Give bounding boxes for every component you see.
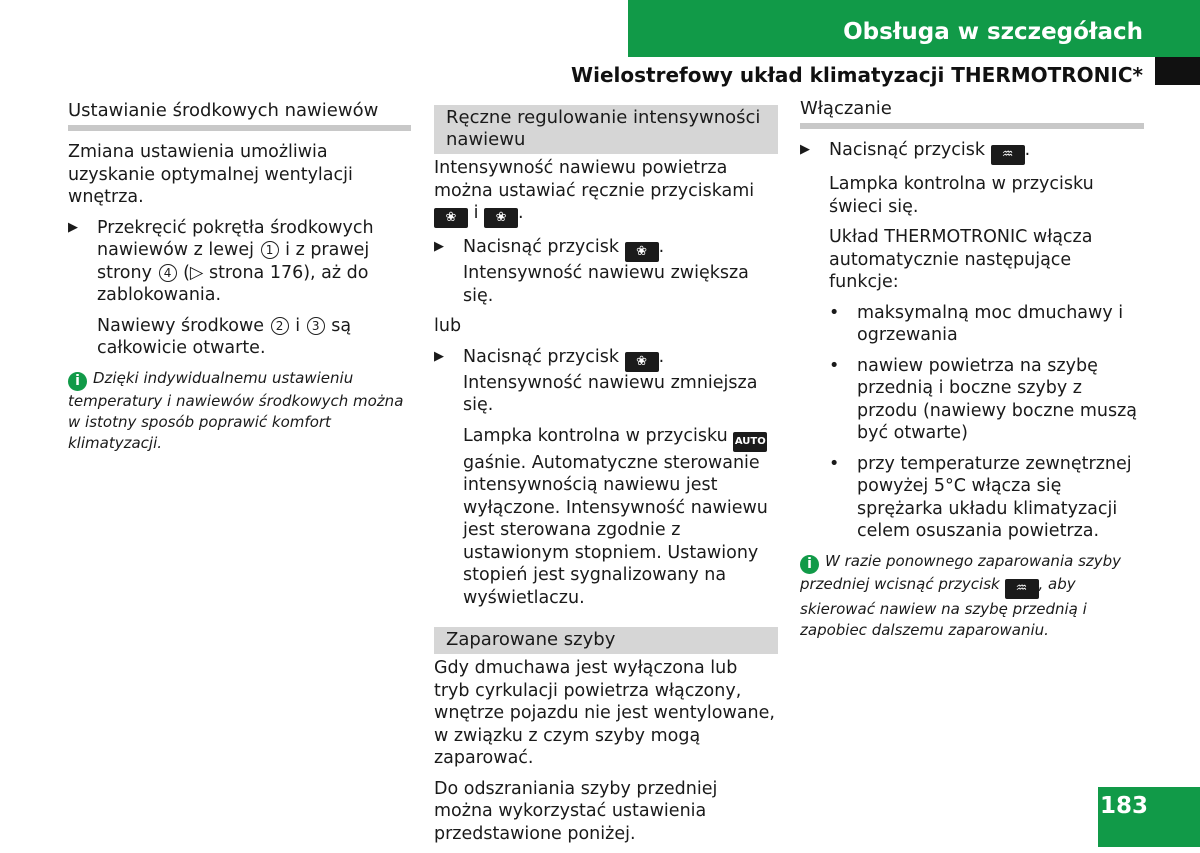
info-note: i Dzięki indywidualnemu ustawieniu temperatury i nawiewów środkowych można w istotny sposób poprawić komfort klimatyzacji. [68,368,404,452]
fan-up-button-icon: ❀ [434,208,468,228]
info-note: i W razie ponownego zaparowania szyby przedniej wcisnąć przycisk ♒ , aby skierować nawiew na szybę przednią i zapobiec dalszemu zaparowaniu. [800,551,1122,639]
heading-switch-on: Włączanie [800,98,1144,129]
page-number-box [1098,787,1200,847]
fan-down-button-icon: ❀ [625,352,659,372]
triangle-bullet-icon: ▶ [68,219,78,235]
section-title: Obsługa w szczegółach [843,19,1143,45]
list-item: • przy temperaturze zewnętrznej powyżej 5°C włącza się sprężarka układu klimatyzacji celem osuszania powietrza. [829,453,1132,541]
step-item: ▶ Nacisnąć przycisk ❀ . Intensywność nawiewu zmniejsza się. [434,346,758,415]
callout-number: 3 [307,317,325,335]
column-3 [800,98,1144,641]
defrost-button-icon: ♒ [1005,579,1039,599]
info-icon: i [800,555,819,574]
triangle-bullet-icon: ▶ [434,239,444,254]
intro-text: Zmiana ustawienia umożliwia uzyskanie optymalnej wentylacji wnętrza. [68,142,353,207]
section-tab [628,0,1200,57]
defrost-button-icon: ♒ [991,145,1025,165]
page-title: Wielostrefowy układ klimatyzacji THERMOTRONIC* [571,63,1143,87]
or-text: lub [434,316,462,336]
paragraph: Gdy dmuchawa jest wyłączona lub tryb cyrkulacji powietrza włączony, wnętrze pojazdu nie jest wentylowane, w związku z czym szyby mogą zaparować. [434,658,775,768]
triangle-bullet-icon: ▶ [434,348,444,364]
paragraph: Do odszraniania szyby przedniej można wykorzystać ustawienia przedstawione poniżej. [434,778,718,844]
list-item: • maksymalną moc dmuchawy i ogrzewania [829,302,1124,345]
auto-button-icon: AUTO [733,432,767,452]
step-item: ▶ Nacisnąć przycisk ❀ . Intensywność nawiewu zwiększa się. [434,237,749,306]
step-item: ▶ Nacisnąć przycisk ♒ . [800,139,1144,165]
page-number: 183 [1100,793,1149,819]
fan-down-button-icon: ❀ [484,208,518,228]
step-result: Lampka kontrolna w przycisku AUTO gaśnie. Automatyczne sterowanie intensywnością nawiewu jest wyłączone. Intensywność nawiewu jest sterowana zgodnie z ustawionym stopniem. Ustawiony stopień jest sygnalizowany na wyświetlaczu. [463,425,768,608]
callout-number: 1 [261,241,279,259]
step-item: ▶ Przekręcić pokrętła środkowych nawiewów z lewej 1 i z prawej strony 4 (▷ strona 176), aż do zablokowania. [68,217,374,305]
intro-text: Intensywność nawiewu powietrza można ustawiać ręcznie przyciskami ❀ i ❀ . [434,157,778,228]
callout-number: 2 [271,317,289,335]
step-result: Lampka kontrolna w przycisku świeci się. [829,174,1094,217]
heading-fogged-windows: Zaparowane szyby [434,627,778,654]
triangle-bullet-icon: ▶ [800,142,810,157]
column-1 [68,100,411,454]
heading-manual-airflow: Ręczne regulowanie intensywności nawiewu [434,105,778,154]
column-2 [434,105,778,853]
step-result: Układ THERMOTRONIC włącza automatycznie następujące funkcje: [829,227,1093,292]
header-marker [1155,57,1200,85]
list-item: • nawiew powietrza na szybę przednią i boczne szyby z przodu (nawiewy boczne muszą być otwarte) [829,355,1137,443]
heading-center-vents: Ustawianie środkowych nawiewów [68,100,411,131]
info-icon: i [68,372,87,391]
fan-up-button-icon: ❀ [625,242,659,262]
callout-number: 4 [159,264,177,282]
step-result: Nawiewy środkowe 2 i 3 są całkowicie otwarte. [97,315,352,358]
